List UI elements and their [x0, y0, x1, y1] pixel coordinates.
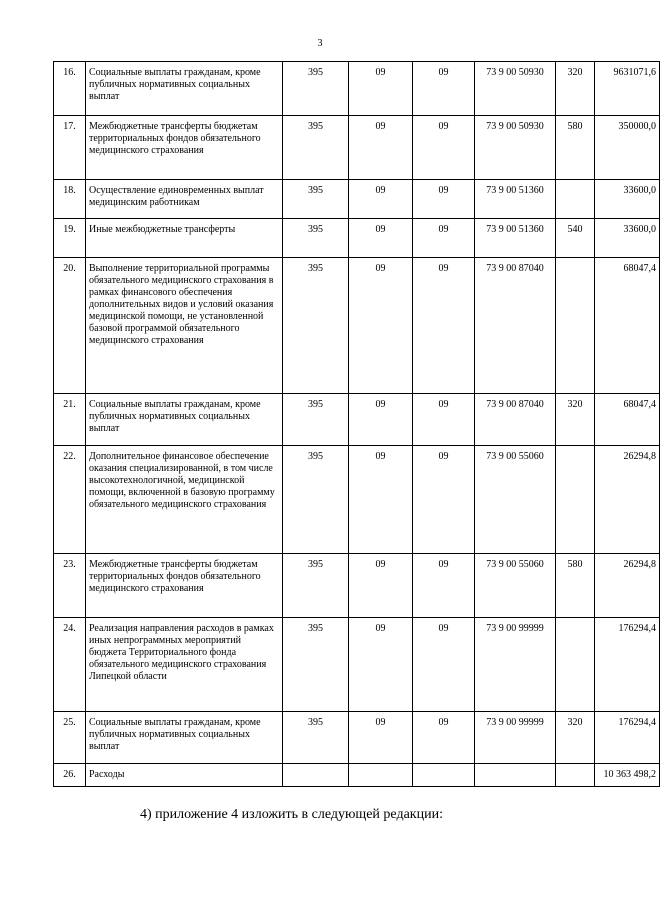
row-number: 26. — [54, 764, 86, 787]
row-number: 16. — [54, 62, 86, 116]
row-sum: 26294,8 — [595, 446, 660, 554]
table-row-total — [54, 764, 660, 787]
row-gr: 395 — [283, 394, 349, 446]
row-vr: 320 — [556, 62, 595, 116]
table-row — [54, 180, 660, 219]
row-name: Реализация направления расходов в рамках иных непрограммных мероприятий бюджета Территориального фонда обязательного медицинского страхования Липецкой области — [86, 618, 283, 712]
row-rz: 09 — [349, 394, 413, 446]
row-csr: 73 9 00 50930 — [475, 62, 556, 116]
row-pr: 09 — [413, 258, 475, 394]
row-pr: 09 — [413, 116, 475, 180]
row-vr: 540 — [556, 219, 595, 258]
table-row — [54, 219, 660, 258]
row-pr: 09 — [413, 219, 475, 258]
row-rz: 09 — [349, 712, 413, 764]
table-row — [54, 394, 660, 446]
row-csr: 73 9 00 99999 — [475, 712, 556, 764]
row-sum: 68047,4 — [595, 258, 660, 394]
row-rz: 09 — [349, 180, 413, 219]
table-row — [54, 554, 660, 618]
row-rz — [349, 764, 413, 787]
table-row — [54, 62, 660, 116]
row-gr: 395 — [283, 116, 349, 180]
table-row — [54, 618, 660, 712]
row-vr — [556, 446, 595, 554]
row-sum: 10 363 498,2 — [595, 764, 660, 787]
row-number: 17. — [54, 116, 86, 180]
table-row — [54, 712, 660, 764]
row-gr: 395 — [283, 62, 349, 116]
row-gr: 395 — [283, 180, 349, 219]
row-pr: 09 — [413, 618, 475, 712]
row-vr — [556, 618, 595, 712]
row-name: Выполнение территориальной программы обязательного медицинского страхования в рамках финансового обеспечения дополнительных видов и условий оказания медицинской помощи, не установленной базовой программой обязательного медицинского страхования — [86, 258, 283, 394]
row-pr — [413, 764, 475, 787]
row-csr: 73 9 00 50930 — [475, 116, 556, 180]
row-csr: 73 9 00 55060 — [475, 446, 556, 554]
row-rz: 09 — [349, 554, 413, 618]
row-gr: 395 — [283, 618, 349, 712]
row-rz: 09 — [349, 446, 413, 554]
table-row — [54, 446, 660, 554]
row-vr — [556, 180, 595, 219]
row-rz: 09 — [349, 62, 413, 116]
row-number: 19. — [54, 219, 86, 258]
row-pr: 09 — [413, 62, 475, 116]
row-pr: 09 — [413, 180, 475, 219]
row-sum: 9631071,6 — [595, 62, 660, 116]
row-rz: 09 — [349, 116, 413, 180]
row-number: 18. — [54, 180, 86, 219]
row-number: 23. — [54, 554, 86, 618]
row-number: 24. — [54, 618, 86, 712]
row-number: 21. — [54, 394, 86, 446]
row-sum: 68047,4 — [595, 394, 660, 446]
row-vr: 580 — [556, 116, 595, 180]
row-name: Дополнительное финансовое обеспечение оказания специализированной, в том числе высокотехнологичной, медицинской помощи, включенной в базовую программу обязательного медицинского страхования — [86, 446, 283, 554]
row-name: Социальные выплаты гражданам, кроме публичных нормативных социальных выплат — [86, 62, 283, 116]
row-csr: 73 9 00 51360 — [475, 219, 556, 258]
row-csr: 73 9 00 99999 — [475, 618, 556, 712]
row-sum: 26294,8 — [595, 554, 660, 618]
row-name: Расходы — [86, 764, 283, 787]
row-vr: 320 — [556, 712, 595, 764]
row-vr — [556, 258, 595, 394]
row-gr: 395 — [283, 258, 349, 394]
row-pr: 09 — [413, 446, 475, 554]
row-rz: 09 — [349, 258, 413, 394]
row-gr: 395 — [283, 554, 349, 618]
row-gr — [283, 764, 349, 787]
row-sum: 350000,0 — [595, 116, 660, 180]
page-number: 3 — [317, 38, 323, 49]
row-csr — [475, 764, 556, 787]
row-pr: 09 — [413, 554, 475, 618]
row-vr — [556, 764, 595, 787]
table-row — [54, 258, 660, 394]
row-gr: 395 — [283, 446, 349, 554]
row-number: 25. — [54, 712, 86, 764]
row-name: Осуществление единовременных выплат медицинским работникам — [86, 180, 283, 219]
row-name: Социальные выплаты гражданам, кроме публичных нормативных социальных выплат — [86, 712, 283, 764]
row-rz: 09 — [349, 618, 413, 712]
budget-table — [53, 61, 660, 787]
row-number: 20. — [54, 258, 86, 394]
row-sum: 176294,4 — [595, 712, 660, 764]
row-sum: 33600,0 — [595, 180, 660, 219]
row-vr: 580 — [556, 554, 595, 618]
row-name: Иные межбюджетные трансферты — [86, 219, 283, 258]
row-number: 22. — [54, 446, 86, 554]
row-sum: 33600,0 — [595, 219, 660, 258]
row-sum: 176294,4 — [595, 618, 660, 712]
row-name: Межбюджетные трансферты бюджетам территориальных фондов обязательного медицинского страхования — [86, 554, 283, 618]
row-gr: 395 — [283, 712, 349, 764]
row-name: Социальные выплаты гражданам, кроме публичных нормативных социальных выплат — [86, 394, 283, 446]
row-csr: 73 9 00 51360 — [475, 180, 556, 219]
row-pr: 09 — [413, 394, 475, 446]
table-row — [54, 116, 660, 180]
row-vr: 320 — [556, 394, 595, 446]
row-csr: 73 9 00 87040 — [475, 258, 556, 394]
row-gr: 395 — [283, 219, 349, 258]
row-csr: 73 9 00 87040 — [475, 394, 556, 446]
row-csr: 73 9 00 55060 — [475, 554, 556, 618]
row-pr: 09 — [413, 712, 475, 764]
row-name: Межбюджетные трансферты бюджетам территориальных фондов обязательного медицинского страхования — [86, 116, 283, 180]
amendment-text: 4) приложение 4 изложить в следующей редакции: — [140, 807, 443, 822]
row-rz: 09 — [349, 219, 413, 258]
